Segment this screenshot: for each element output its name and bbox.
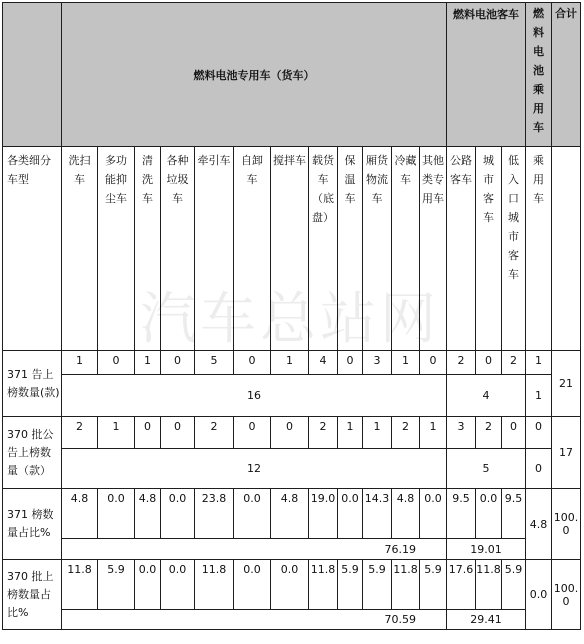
- bus-subtotal: 29.41: [447, 610, 526, 630]
- total-cell: 100.0: [552, 489, 581, 560]
- subtype-cell: 载货车（底盘）: [309, 147, 338, 351]
- subtype-cell: 洗扫车: [62, 147, 98, 351]
- passenger-subtotal: 0: [526, 449, 552, 489]
- value-cell: 11.8: [476, 560, 502, 610]
- value-cell: 2: [309, 417, 338, 449]
- watermark: 汽车总站网: [140, 287, 440, 352]
- subtype-cell: 多功能抑尘车: [98, 147, 135, 351]
- value-cell: 11.8: [309, 560, 338, 610]
- special-subtotal: 70.59: [62, 610, 447, 630]
- subtype-cell: 城市客车: [476, 147, 502, 351]
- header-fc-special: 燃料电池专用车（货车）: [62, 3, 447, 147]
- value-cell: 0.0: [161, 489, 195, 539]
- total-cell: 100.0: [552, 560, 581, 630]
- value-cell: 9.5: [502, 489, 526, 539]
- header-row: [3, 3, 581, 147]
- value-cell: 1: [135, 351, 161, 375]
- value-cell: 2: [392, 417, 420, 449]
- passenger-value-cell: 4.8: [526, 489, 552, 560]
- value-cell: 0: [234, 417, 271, 449]
- total-cell: 17: [552, 417, 581, 489]
- value-cell: 4.8: [62, 489, 98, 539]
- value-cell: 5.9: [502, 560, 526, 610]
- value-cell: 2: [447, 351, 476, 375]
- bus-subtotal: 19.01: [447, 539, 526, 560]
- value-cell: 11.8: [392, 560, 420, 610]
- value-cell: 1: [271, 351, 309, 375]
- value-cell: 0: [98, 351, 135, 375]
- subtotal-row: [3, 375, 581, 417]
- value-cell: 5.9: [420, 560, 447, 610]
- passenger-subtotal: 1: [526, 375, 552, 417]
- subtype-cell: 各种垃圾车: [161, 147, 195, 351]
- value-cell: 1: [363, 417, 392, 449]
- value-cell: 0: [338, 351, 363, 375]
- value-cell: 23.8: [195, 489, 234, 539]
- row-label: 370 批公告上榜数量（款）: [3, 417, 62, 489]
- value-cell: 5.9: [363, 560, 392, 610]
- subtype-cell: 乘用车: [526, 147, 552, 351]
- value-cell: 0: [161, 351, 195, 375]
- value-cell: 19.0: [309, 489, 338, 539]
- table-row: [3, 489, 581, 539]
- subtype-cell: 自卸车: [234, 147, 271, 351]
- bus-subtotal: 5: [447, 449, 526, 489]
- value-cell: 1: [98, 417, 135, 449]
- subtotal-row: [3, 610, 581, 630]
- value-cell: 1: [526, 351, 552, 375]
- subtype-cell: 清洗车: [135, 147, 161, 351]
- subtotal-row: [3, 539, 581, 560]
- value-cell: 2: [62, 417, 98, 449]
- header-corner: [3, 3, 62, 147]
- value-cell: 2: [195, 417, 234, 449]
- value-cell: 4.8: [271, 489, 309, 539]
- table-row: [3, 351, 581, 375]
- special-subtotal: 12: [62, 449, 447, 489]
- value-cell: 5: [195, 351, 234, 375]
- subtype-cell: 保温车: [338, 147, 363, 351]
- value-cell: 0: [526, 417, 552, 449]
- value-cell: 1: [392, 351, 420, 375]
- value-cell: 17.6: [447, 560, 476, 610]
- fuel-cell-vehicle-table: [2, 2, 581, 630]
- value-cell: 11.8: [195, 560, 234, 610]
- subtype-cell: 冷藏车: [392, 147, 420, 351]
- row-label: 371 榜数量占比%: [3, 489, 62, 560]
- value-cell: 3: [447, 417, 476, 449]
- subtype-row: [3, 147, 581, 351]
- value-cell: 1: [338, 417, 363, 449]
- value-cell: 5.9: [98, 560, 135, 610]
- header-fc-passenger: 燃料电池乘用车: [526, 3, 552, 147]
- value-cell: 0.0: [98, 489, 135, 539]
- value-cell: 0: [135, 417, 161, 449]
- value-cell: 4.8: [392, 489, 420, 539]
- value-cell: 0.0: [135, 560, 161, 610]
- value-cell: 0: [420, 351, 447, 375]
- value-cell: 0: [271, 417, 309, 449]
- bus-subtotal: 4: [447, 375, 526, 417]
- subtype-cell: 搅拌车: [271, 147, 309, 351]
- table-row: [3, 560, 581, 610]
- value-cell: 0.0: [234, 560, 271, 610]
- subtype-cell: 牵引车: [195, 147, 234, 351]
- special-subtotal: 76.19: [62, 539, 447, 560]
- value-cell: 1: [62, 351, 98, 375]
- subtotal-row: [3, 449, 581, 489]
- value-cell: 14.3: [363, 489, 392, 539]
- row-label-header: 各类细分车型: [3, 147, 62, 351]
- subtype-cell: 其他类专用车: [420, 147, 447, 351]
- value-cell: 0: [476, 351, 502, 375]
- header-fc-bus: 燃料电池客车: [447, 3, 526, 147]
- row-label: 370 批上榜数量占比%: [3, 560, 62, 630]
- passenger-value-cell: 0.0: [526, 560, 552, 630]
- special-subtotal: 16: [62, 375, 447, 417]
- value-cell: 3: [363, 351, 392, 375]
- value-cell: 0: [161, 417, 195, 449]
- value-cell: 0.0: [234, 489, 271, 539]
- value-cell: 0.0: [271, 560, 309, 610]
- value-cell: 0.0: [476, 489, 502, 539]
- value-cell: 11.8: [62, 560, 98, 610]
- value-cell: 0: [234, 351, 271, 375]
- subtype-cell: 低入口城市客车: [502, 147, 526, 351]
- value-cell: 0.0: [420, 489, 447, 539]
- value-cell: 9.5: [447, 489, 476, 539]
- value-cell: 4: [309, 351, 338, 375]
- table-row: [3, 417, 581, 449]
- value-cell: 5.9: [338, 560, 363, 610]
- value-cell: 0.0: [161, 560, 195, 610]
- value-cell: 1: [420, 417, 447, 449]
- value-cell: 0: [502, 417, 526, 449]
- value-cell: 4.8: [135, 489, 161, 539]
- subtype-cell: 厢货物流车: [363, 147, 392, 351]
- total-cell: 21: [552, 351, 581, 417]
- value-cell: 2: [502, 351, 526, 375]
- subtype-total-blank: [552, 147, 581, 351]
- subtype-cell: 公路客车: [447, 147, 476, 351]
- value-cell: 0.0: [338, 489, 363, 539]
- value-cell: 2: [476, 417, 502, 449]
- row-label: 371 告上榜数量(款): [3, 351, 62, 417]
- header-total: 合计: [552, 3, 581, 147]
